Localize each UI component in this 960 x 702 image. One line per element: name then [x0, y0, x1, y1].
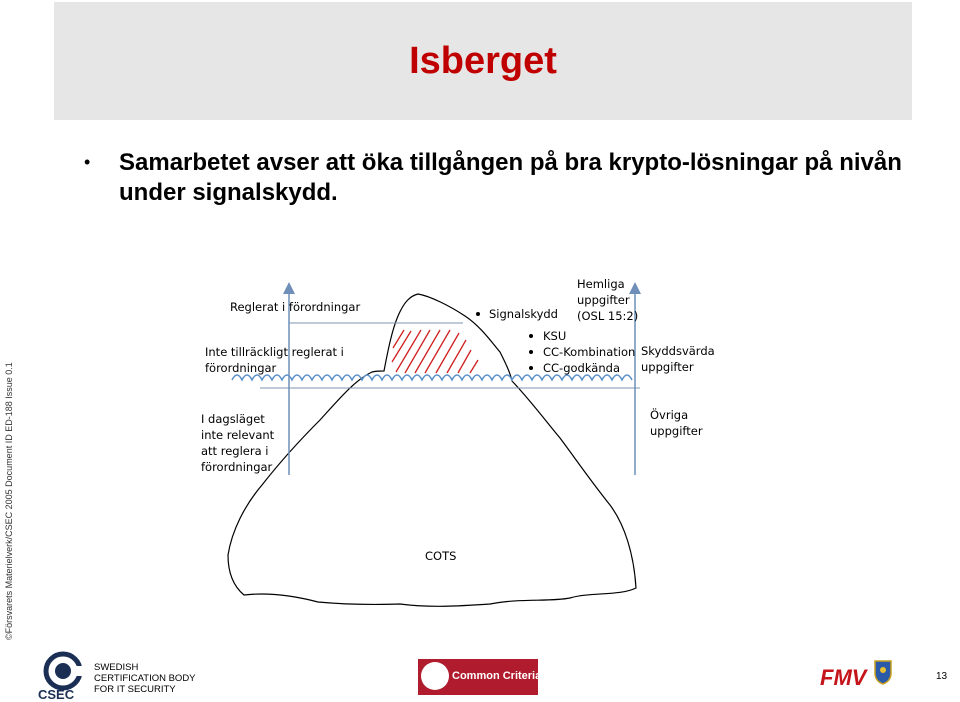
bullet-cc-kombination-icon: [529, 350, 533, 354]
org-line-1: SWEDISH: [94, 662, 139, 673]
bullet-cc-godkanda-icon: [529, 366, 533, 370]
fmv-crest-icon: [873, 659, 893, 685]
label-not-relevant-4: förordningar: [201, 460, 273, 474]
bullet-dot-icon: •: [84, 152, 91, 172]
cc-emblem-icon: [421, 662, 449, 690]
label-not-regulated-1: Inte tillräckligt reglerat i: [205, 345, 344, 359]
label-hemliga-3: (OSL 15:2): [577, 309, 639, 323]
label-signalskydd: Signalskydd: [489, 307, 558, 321]
label-cc-kombination: CC-Kombination: [543, 345, 636, 359]
hatched-area: [392, 330, 478, 373]
csec-wordmark: CSEC: [38, 687, 75, 702]
label-regulated: Reglerat i förordningar: [230, 300, 361, 314]
org-name: [94, 662, 196, 695]
org-line-3: FOR IT SECURITY: [94, 684, 176, 695]
label-cots: COTS: [425, 549, 457, 563]
common-criteria-logo: [418, 659, 542, 695]
label-skyddsvarda-2: uppgifter: [641, 360, 694, 374]
label-not-relevant-2: inte relevant: [201, 428, 275, 442]
label-not-relevant-3: att reglera i: [201, 444, 269, 458]
org-line-2: CERTIFICATION BODY: [94, 673, 196, 684]
water-line: [232, 375, 632, 380]
fmv-wordmark: FMV: [820, 665, 867, 690]
bullet-signalskydd-icon: [476, 312, 480, 316]
bullet-ksu-icon: [529, 334, 533, 338]
label-cc-godkanda: CC-godkända: [543, 361, 620, 375]
label-hemliga-2: uppgifter: [577, 293, 630, 307]
label-ovriga-2: uppgifter: [650, 424, 703, 438]
side-copyright: ©Försvarets Materielverk/CSEC 2005 Document ID ED-188 Issue 0.1: [4, 362, 14, 640]
cc-label: Common Criteria: [452, 670, 542, 682]
footer: [0, 645, 960, 702]
label-ovriga-1: Övriga: [650, 408, 689, 422]
slide-title: Isberget: [409, 40, 557, 82]
label-not-regulated-2: förordningar: [205, 361, 277, 375]
bullet-text: Samarbetet avser att öka tillgången på bra krypto-lösningar på nivån under signalskydd.: [119, 149, 902, 206]
label-ksu: KSU: [543, 329, 567, 343]
label-hemliga-1: Hemliga: [577, 277, 625, 291]
label-not-relevant-1: I dagsläget: [201, 412, 265, 426]
label-skyddsvarda-1: Skyddsvärda: [641, 344, 715, 358]
page-number: 13: [936, 671, 948, 682]
